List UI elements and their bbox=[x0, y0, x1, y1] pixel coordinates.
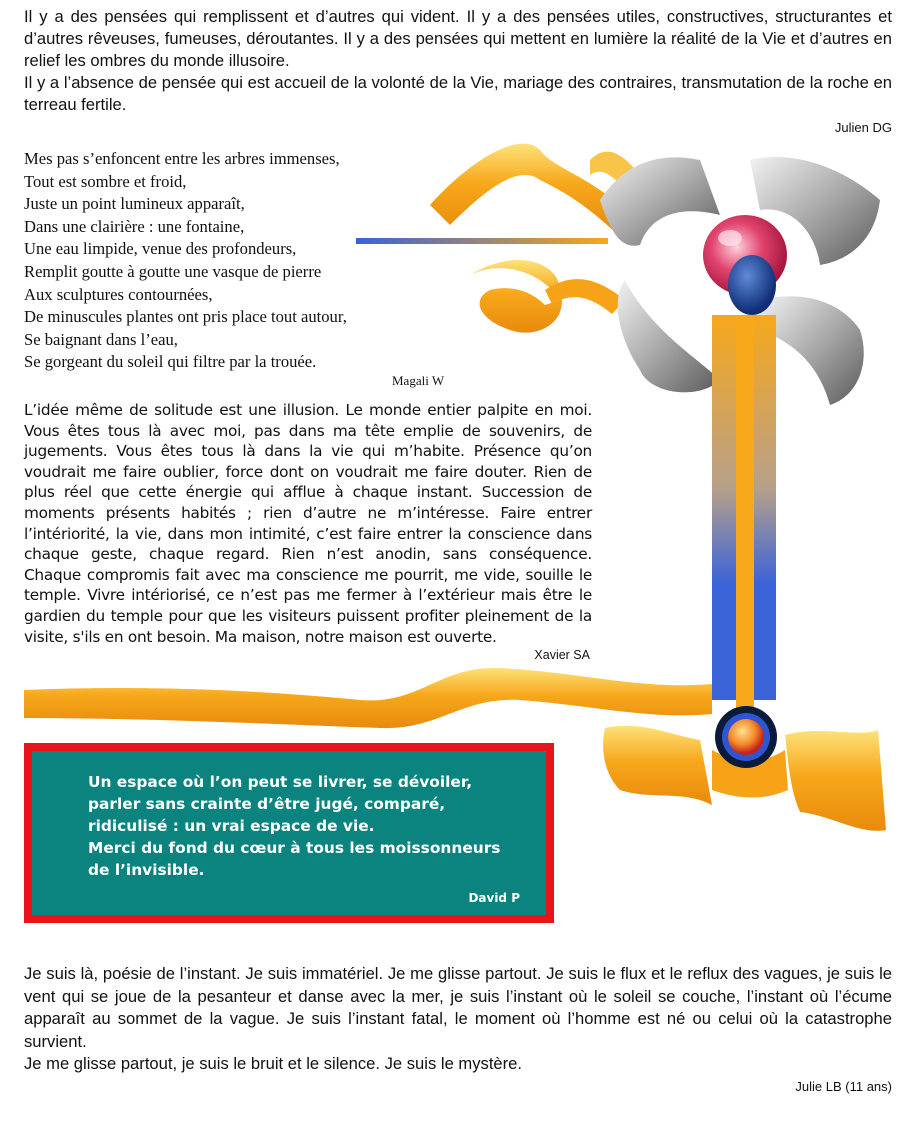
pink-gem bbox=[703, 215, 787, 295]
poem-line: Se baignant dans l’eau, bbox=[24, 329, 178, 349]
quote-author: David P bbox=[468, 891, 520, 905]
paragraph: Je suis là, poésie de l’instant. Je suis immatériel. Je me glisse partout. Je suis le flux et le reflux des vagues, je suis le vent qui se joue de la pesanteur et danse avec la mer, je suis l’instant où le soleil se couche, l’instant où l’écume apparaît au sommet de la vague. Je suis l’instant fatal, le moment où l’homme est né ou celui où la catastrophe survient. bbox=[24, 964, 892, 1051]
pillar-right bbox=[754, 315, 776, 700]
grey-wing-left bbox=[600, 157, 720, 245]
author-signature: Xavier SA bbox=[534, 648, 590, 662]
poem-line: Se gorgeant du soleil qui filtre par la trouée. bbox=[24, 352, 317, 372]
poem-line: Dans une clairière : une fontaine, bbox=[24, 216, 245, 236]
text-block-julien bbox=[24, 6, 892, 116]
paragraph: Je me glisse partout, je suis le bruit et le silence. Je suis le mystère. bbox=[24, 1054, 523, 1073]
quote-line: Merci du fond du cœur à tous les moissonneurs de l’invisible. bbox=[88, 839, 501, 879]
grey-wing-right bbox=[750, 157, 880, 265]
poem-line: De minuscules plantes ont pris place tout autour, bbox=[24, 307, 347, 327]
pillar-left bbox=[712, 315, 736, 700]
poem-line: Mes pas s’enfoncent entre les arbres immenses, bbox=[24, 149, 340, 168]
poem bbox=[24, 148, 444, 374]
author-signature: Magali W bbox=[392, 373, 445, 388]
ribbon-top-curl bbox=[430, 144, 630, 232]
quote-box bbox=[24, 743, 554, 923]
text-block-xavier: L’idée même de solitude est une illusion. Le monde entier palpite en moi. Vous êtes tous là avec moi, pas dans ma tête emplie de souvenirs, de jugements. Vous êtes tous là dans la vie qui m’habite. Présence qu’on voudrait me faire oublier, force dont on voudrait me faire douter. Rien de plus réel que cette énergie qui afflue à chaque instant. Succession de moments présents habités ; rien d’autre ne m’intéresse. Faire entrer l’intériorité, la vie, dans mon intimité, c’est faire entrer la conscience dans chaque geste, chaque regard. Rien n’est anodin, sans conséquence. Chaque compromis fait avec ma conscience me pourrit, me vide, souille le temple. Vivre intériorisé, ce n’est pas me fermer à l’extérieur mais être le gardien du temple pour que les visiteurs puissent profiter pleinement de la visite, s'ils en ont besoin. Ma maison, notre maison est ouverte. bbox=[24, 401, 592, 646]
blue-gem bbox=[728, 255, 776, 315]
ribbon-middle-curl bbox=[470, 260, 562, 333]
poem-line: Juste un point lumineux apparaît, bbox=[24, 194, 245, 214]
author-signature: Julie LB (11 ans) bbox=[795, 1079, 892, 1094]
ribbon-wave bbox=[24, 668, 712, 728]
ball-ornament bbox=[715, 706, 777, 768]
poem-line: Tout est sombre et froid, bbox=[24, 171, 187, 191]
quote-line: Un espace où l’on peut se livrer, se dévoiler, parler sans crainte d’être jugé, comparé, ridiculisé : un vrai espace de vie. bbox=[88, 773, 473, 835]
poem-line: Une eau limpide, venue des profondeurs, bbox=[24, 239, 297, 259]
text-block-julie bbox=[24, 963, 892, 1076]
paragraph: Il y a des pensées qui remplissent et d’autres qui vident. Il y a des pensées utiles, constructives, structurantes et d’autres rêveuses, fumeuses, déroutantes. Il y a des pensées qui mettent en lumière la réalité de la Vie et d’autres en relief les ombres du monde illusoire. bbox=[24, 7, 892, 70]
poem-line: Remplit goutte à goutte une vasque de pierre bbox=[24, 261, 322, 281]
quote-text bbox=[88, 771, 526, 881]
ribbon-lower-left bbox=[603, 726, 712, 805]
author-signature: Julien DG bbox=[834, 120, 892, 135]
paragraph: Il y a l’absence de pensée qui est accueil de la volonté de la Vie, mariage des contraires, transmutation de la roche en terreau fertile. bbox=[24, 73, 892, 114]
ribbon-lower-right bbox=[785, 730, 886, 831]
poem-line: Aux sculptures contournées, bbox=[24, 284, 213, 304]
